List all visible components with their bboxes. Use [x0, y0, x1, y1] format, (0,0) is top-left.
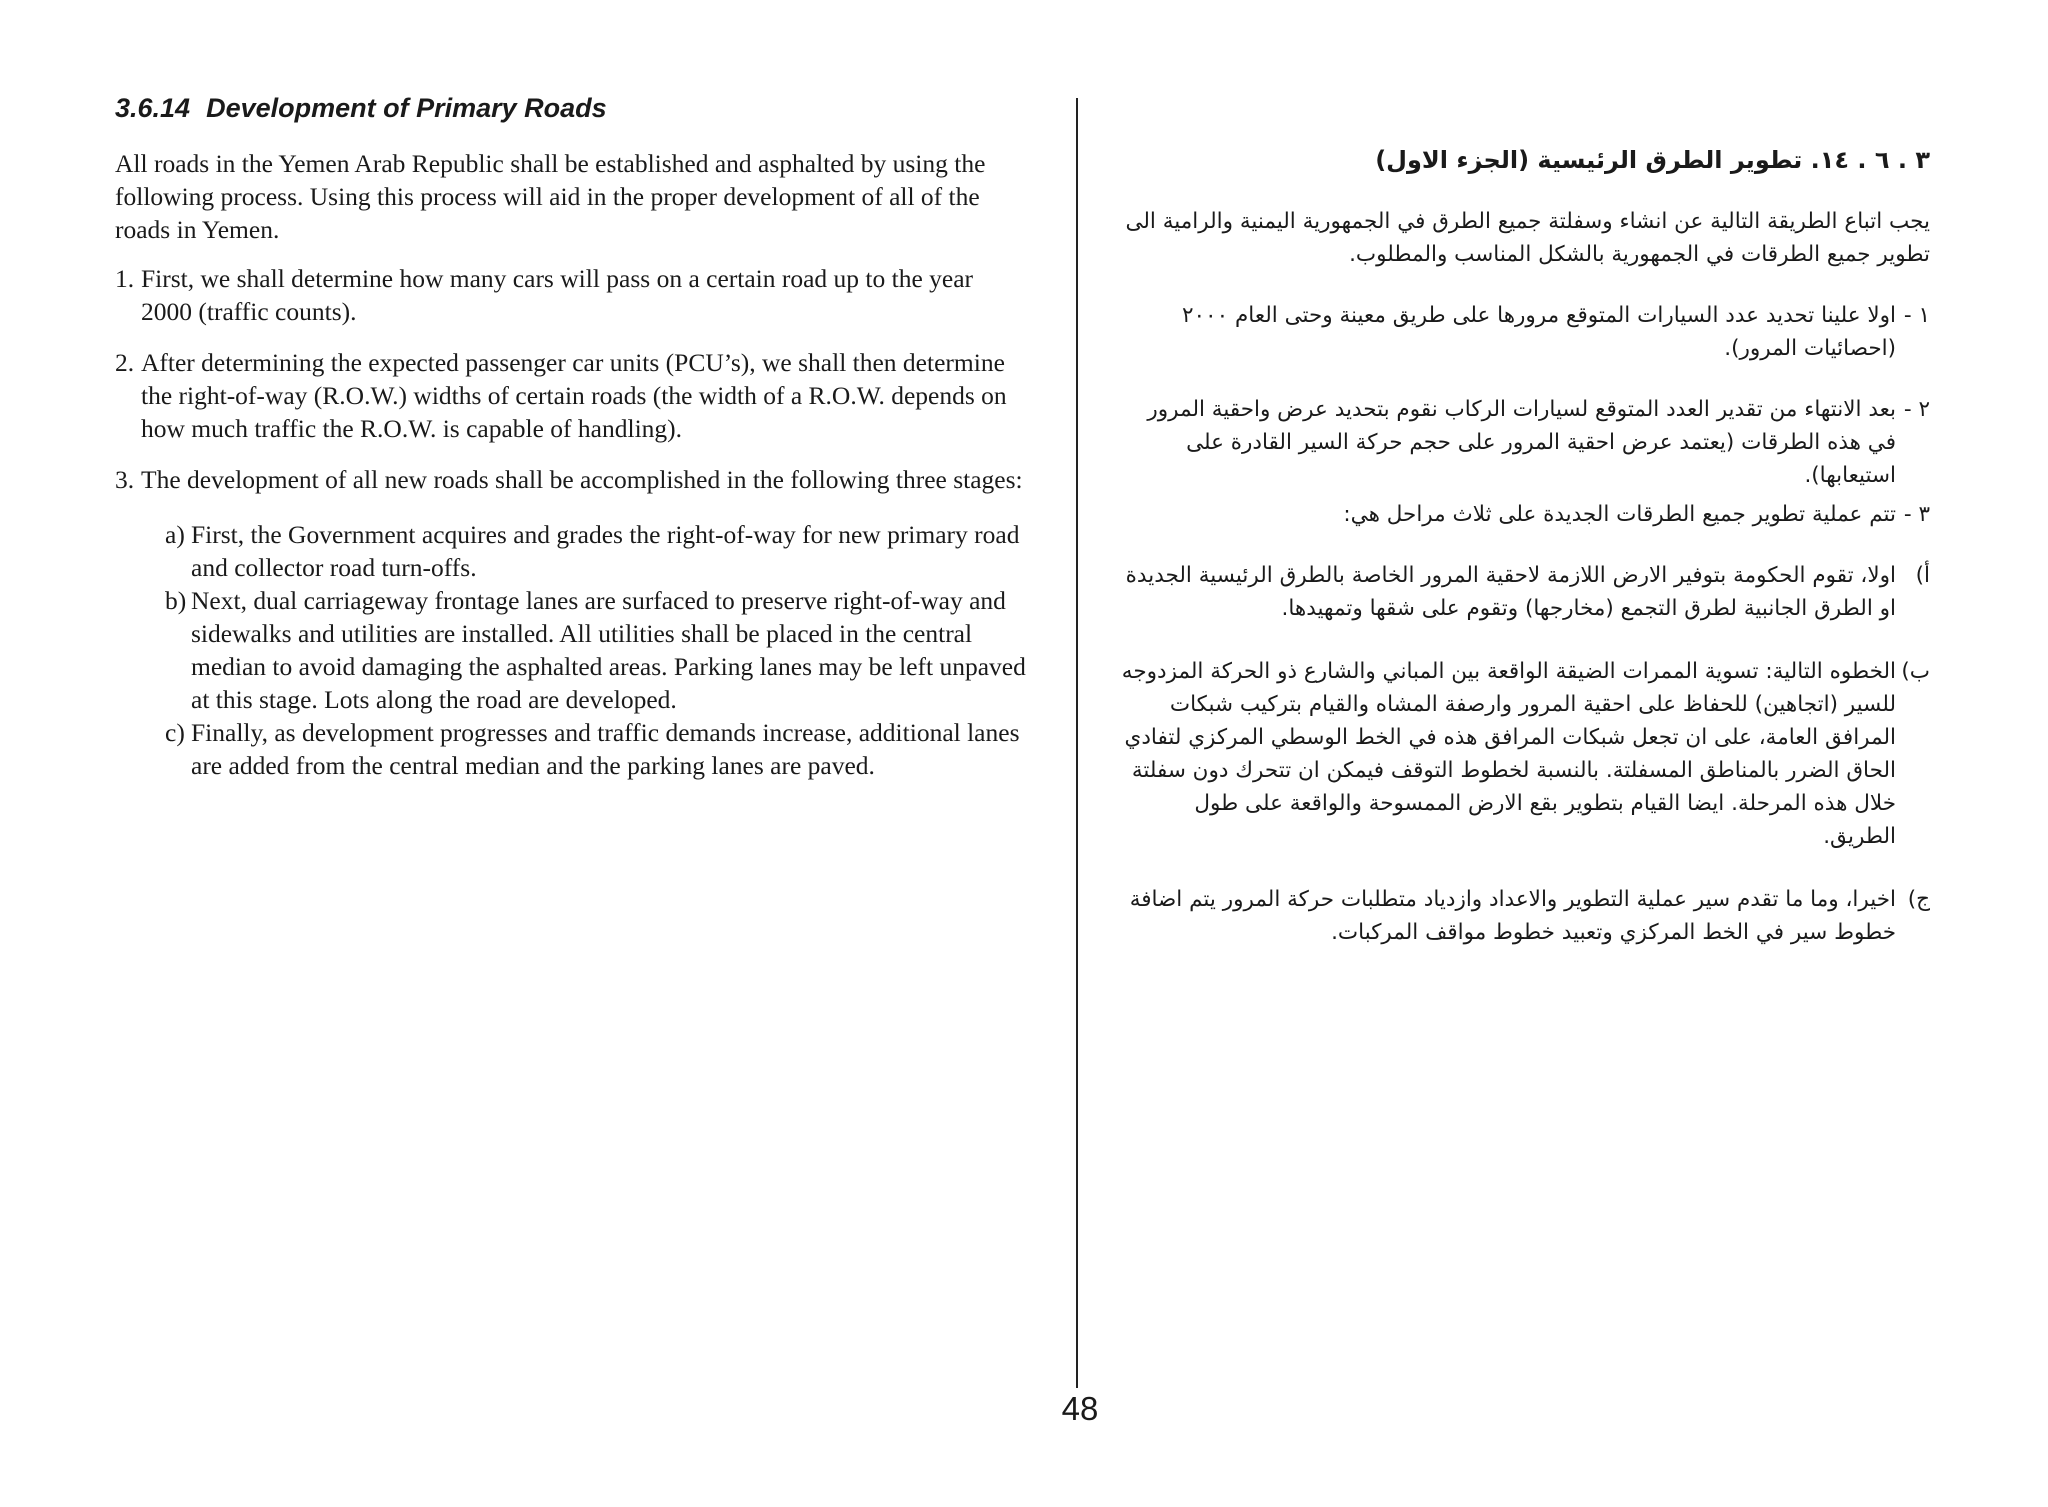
list-text: First, we shall determine how many cars will pass on a certain road up to the year 2000 (traffic counts). — [141, 264, 974, 326]
arabic-sub-label: ب) — [1901, 659, 1930, 684]
list-text: After determining the expected passenger car units (PCU’s), we shall then determine the right-of-way (R.O.W.) widths of certain roads (the width of a R.O.W. depends on how much traffic the R.O.W. is capable of handling). — [141, 348, 1007, 443]
page-number: 48 — [1061, 1390, 1099, 1427]
list-item — [115, 262, 1030, 328]
arabic-list-item — [1115, 393, 1930, 492]
arabic-column — [1115, 144, 1930, 979]
sub-text: Next, dual carriageway frontage lanes are surfaced to preserve right-of-way and sidewalks and utilities are installed. All utilities shall be placed in the central median to avoid damaging the asphalted areas. Parking lanes may be left unpaved at this stage. Lots along the road are developed. — [191, 586, 1026, 714]
arabic-sub-item — [1115, 655, 1930, 853]
arabic-list-text: تتم عملية تطوير جميع الطرقات الجديدة على ثلاث مراحل هي: — [1343, 502, 1896, 527]
sub-label: b) — [165, 586, 187, 615]
list-number: 1. — [115, 264, 135, 293]
section-title: Development of Primary Roads — [206, 93, 607, 123]
arabic-list-text: بعد الانتهاء من تقدير العدد المتوقع لسيارات الركاب نقوم بتحديد عرض واحقية المرور في هذه الطرقات (يعتمد عرض احقية المرور على حجم حركة السير القادرة على استيعابها). — [1147, 397, 1896, 488]
section-heading — [115, 92, 1030, 125]
arabic-sub-item — [1115, 559, 1930, 625]
arabic-list-number: ٣ - — [1903, 502, 1930, 527]
sub-item — [141, 584, 1030, 716]
arabic-list-number: ٢ - — [1903, 397, 1930, 422]
sub-item — [141, 716, 1030, 782]
list-number: 3. — [115, 465, 135, 494]
column-divider — [1076, 98, 1078, 1388]
arabic-list-text: اولا علينا تحديد عدد السيارات المتوقع مرورها على طريق معينة وحتى العام ٢٠٠٠ (احصائيات المرور). — [1181, 303, 1896, 361]
arabic-list-item — [1115, 299, 1930, 365]
list-text: The development of all new roads shall be accomplished in the following three stages: — [141, 465, 1023, 494]
intro-paragraph: All roads in the Yemen Arab Republic shall be established and asphalted by using the following process. Using this process will aid in the proper development of all of the roads in Yemen. — [115, 149, 986, 244]
sub-text: First, the Government acquires and grades the right-of-way for new primary road and collector road turn-offs. — [191, 520, 1020, 582]
arabic-sub-label: ج) — [1907, 887, 1930, 912]
sub-label: c) — [165, 718, 185, 747]
sub-item — [141, 518, 1030, 584]
arabic-sub-text: الخطوه التالية: تسوية الممرات الضيقة الواقعة بين المباني والشارع ذو الحركة المزدوجه للسير (اتجاهين) للحفاظ على احقية المرور وارصفة المشاه والقيام بتركيب شبكات المرافق العامة، على ان تجعل شبكات المرافق هذه في الخط الوسطي المركزي لتفادي الحاق الضرر بالمناطق المسفلتة. بالنسبة لخطوط التوقف فيمكن ان تتحرك دون سفلتة خلال هذه المرحلة. ايضا القيام بتطوير بقع الارض الممسوحة والواقعة على طول الطريق. — [1121, 659, 1896, 849]
list-item — [115, 463, 1030, 782]
sub-label: a) — [165, 520, 185, 549]
arabic-sub-text: اخيرا، وما ما تقدم سير عملية التطوير والاعداد وازدياد متطلبات حركة المرور يتم اضافة خطوط سير في الخط المركزي وتعبيد خطوط مواقف المركبات. — [1129, 887, 1896, 945]
english-column — [115, 92, 1030, 800]
sub-text: Finally, as development progresses and traffic demands increase, additional lanes are added from the central median and the parking lanes are paved. — [191, 718, 1020, 780]
arabic-section-title: ٣ . ٦ . ١٤. تطوير الطرق الرئيسية (الجزء الاول) — [1375, 146, 1930, 174]
arabic-list-number: ١ - — [1903, 303, 1930, 328]
section-number: 3.6.14 — [115, 93, 191, 123]
arabic-intro-paragraph: يجب اتباع الطريقة التالية عن انشاء وسفلتة جميع الطرق في الجمهورية اليمنية والرامية الى تطوير جميع الطرقات في الجمهورية بالشكل المناسب والمطلوب. — [1125, 209, 1930, 267]
list-item — [115, 346, 1030, 445]
arabic-sub-text: اولا، تقوم الحكومة بتوفير الارض اللازمة لاحقية المرور الخاصة بالطرق الرئيسية الجديدة او الطرق الجانبية لطرق التجمع (مخارجها) وتقوم على شقها وتمهيدها. — [1125, 563, 1896, 621]
list-number: 2. — [115, 348, 135, 377]
arabic-list-item — [1115, 498, 1930, 531]
arabic-sub-label: أ) — [1915, 563, 1930, 588]
sub-list — [141, 518, 1030, 782]
arabic-sub-item — [1115, 883, 1930, 949]
